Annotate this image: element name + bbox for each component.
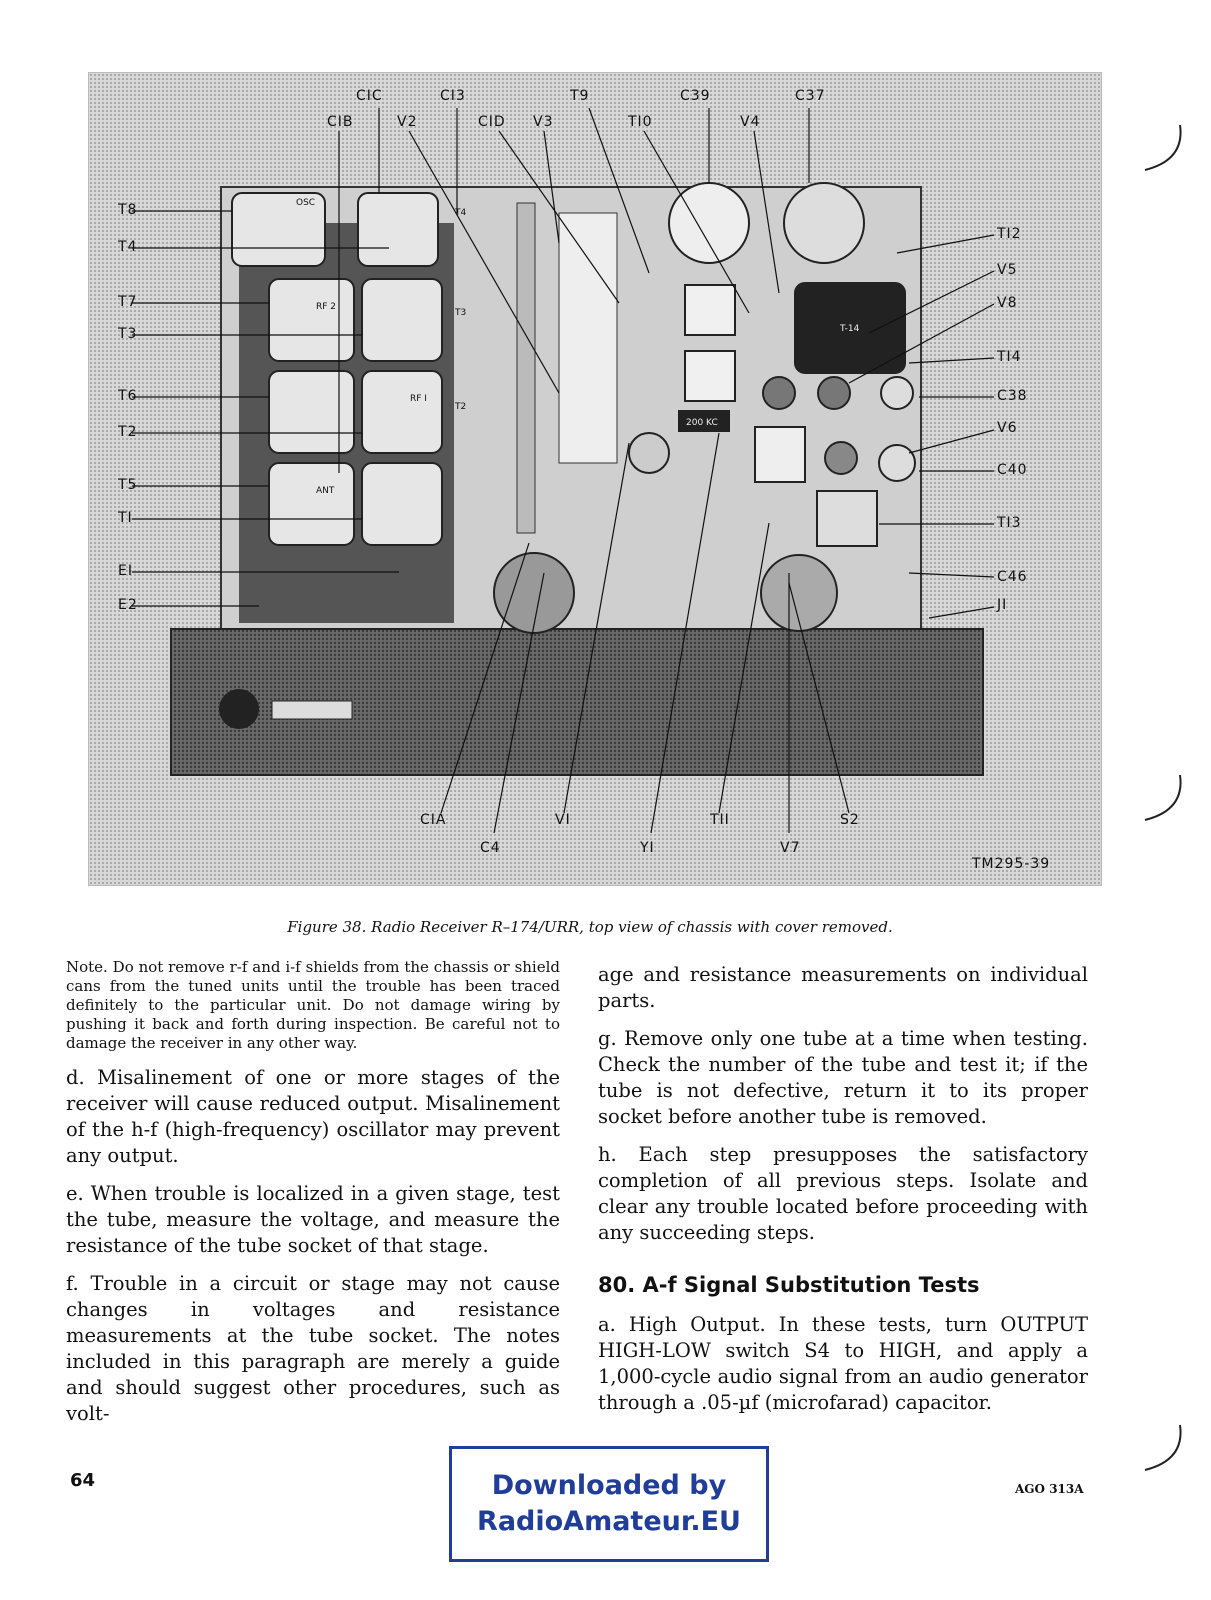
- section-heading: 80. A-f Signal Substitution Tests: [598, 1273, 980, 1297]
- callout-label: V4: [740, 114, 761, 130]
- callout-label: T3: [118, 326, 138, 342]
- callout-label: TI4: [997, 349, 1022, 365]
- right-column: [598, 962, 1088, 1428]
- callout-label: V5: [997, 262, 1018, 278]
- chassis-mark: 200 KC: [686, 418, 718, 428]
- callout-label: VI: [555, 812, 571, 828]
- paragraph-d: d. Misalinement of one or more stages of the receiver will cause reduced output. Misalinement of the h-f (high-frequency) oscillator may prevent any output.: [66, 1066, 560, 1167]
- stamp-line-2: RadioAmateur.EU: [477, 1506, 741, 1537]
- callout-label: E2: [118, 597, 138, 613]
- chassis-mark: OSC: [296, 198, 316, 208]
- left-column: [66, 958, 560, 1439]
- callout-label: TI2: [997, 226, 1022, 242]
- paragraph-g: g. Remove only one tube at a time when testing. Check the number of the tube and test it; if the tube is not defective, return it to its proper socket before another tube is removed.: [598, 1027, 1088, 1128]
- callout-label: T2: [118, 424, 138, 440]
- form-code: AGO 313A: [1015, 1482, 1084, 1496]
- binding-hole-mark: [1140, 770, 1190, 830]
- callout-label: C38: [997, 388, 1028, 404]
- callout-label: JI: [997, 597, 1008, 613]
- paragraph-h: h. Each step presupposes the satisfactory completion of all previous steps. Isolate and clear any trouble located before proceeding with any succeeding steps.: [598, 1143, 1088, 1244]
- callout-label: CID: [478, 114, 506, 130]
- paragraph-a: a. High Output. In these tests, turn OUTPUT HIGH-LOW switch S4 to HIGH, and apply a 1,000-cycle audio signal from an audio generator through a .05-µf (microfarad) capacitor.: [598, 1313, 1088, 1414]
- callout-label: CI3: [440, 88, 466, 104]
- callout-label: EI: [118, 563, 133, 579]
- callout-label: T6: [118, 388, 138, 404]
- callout-label: V2: [397, 114, 418, 130]
- binding-hole-mark: [1140, 120, 1190, 180]
- paragraph-continued: age and resistance measurements on individual parts.: [598, 963, 1088, 1012]
- callout-label: CIC: [356, 88, 383, 104]
- callout-label: C39: [680, 88, 711, 104]
- chassis-photo: [88, 72, 1102, 886]
- callout-label: YI: [640, 840, 655, 856]
- callout-label: TII: [710, 812, 730, 828]
- chassis-mark: T-14: [840, 324, 860, 334]
- callout-label: T5: [118, 477, 138, 493]
- callout-label: TI0: [628, 114, 653, 130]
- paragraph-e: e. When trouble is localized in a given stage, test the tube, measure the voltage, and measure the resistance of the tube socket of that stage.: [66, 1182, 560, 1257]
- callout-label: V6: [997, 420, 1018, 436]
- chassis-mark: ANT: [316, 486, 335, 496]
- callout-label: C40: [997, 462, 1028, 478]
- callout-label: TI3: [997, 515, 1022, 531]
- callout-label: CIB: [327, 114, 354, 130]
- callout-label: C4: [480, 840, 501, 856]
- chassis-mark: T4: [455, 208, 467, 218]
- page-number: 64: [70, 1470, 96, 1491]
- chassis-drawing: [89, 73, 1101, 885]
- callout-label: V3: [533, 114, 554, 130]
- callout-label: T9: [570, 88, 590, 104]
- callout-label: CIA: [420, 812, 447, 828]
- callout-label: S2: [840, 812, 860, 828]
- callout-label: T7: [118, 294, 138, 310]
- callout-label: C37: [795, 88, 826, 104]
- note-paragraph: Note. Do not remove r-f and i-f shields from the chassis or shield cans from the tuned units until the trouble has been traced definitely to the particular unit. Do not damage wiring by pushing it back and forth during inspection. Be careful not to damage the receiver in any other way.: [66, 958, 560, 1052]
- download-stamp: [449, 1446, 769, 1562]
- callout-label: V7: [780, 840, 801, 856]
- callout-label: V8: [997, 295, 1018, 311]
- stamp-line-1: Downloaded by: [491, 1470, 727, 1501]
- callout-label: T4: [118, 239, 138, 255]
- binding-hole-mark: [1140, 1420, 1190, 1480]
- chassis-mark: RF 2: [316, 302, 337, 312]
- chassis-mark: T3: [455, 308, 467, 318]
- callout-label: C46: [997, 569, 1028, 585]
- callout-label: TI: [118, 510, 133, 526]
- chassis-mark: T2: [455, 402, 467, 412]
- figure-caption: Figure 38. Radio Receiver R–174/URR, top view of chassis with cover removed.: [287, 918, 893, 936]
- callout-label: T8: [118, 202, 138, 218]
- chassis-mark: RF I: [410, 394, 427, 404]
- paragraph-f: f. Trouble in a circuit or stage may not cause changes in voltages and resistance measurements at the tube socket. The notes included in this paragraph are merely a guide and should suggest other procedures, such as volt-: [66, 1272, 560, 1425]
- plate-id: TM295-39: [972, 856, 1051, 872]
